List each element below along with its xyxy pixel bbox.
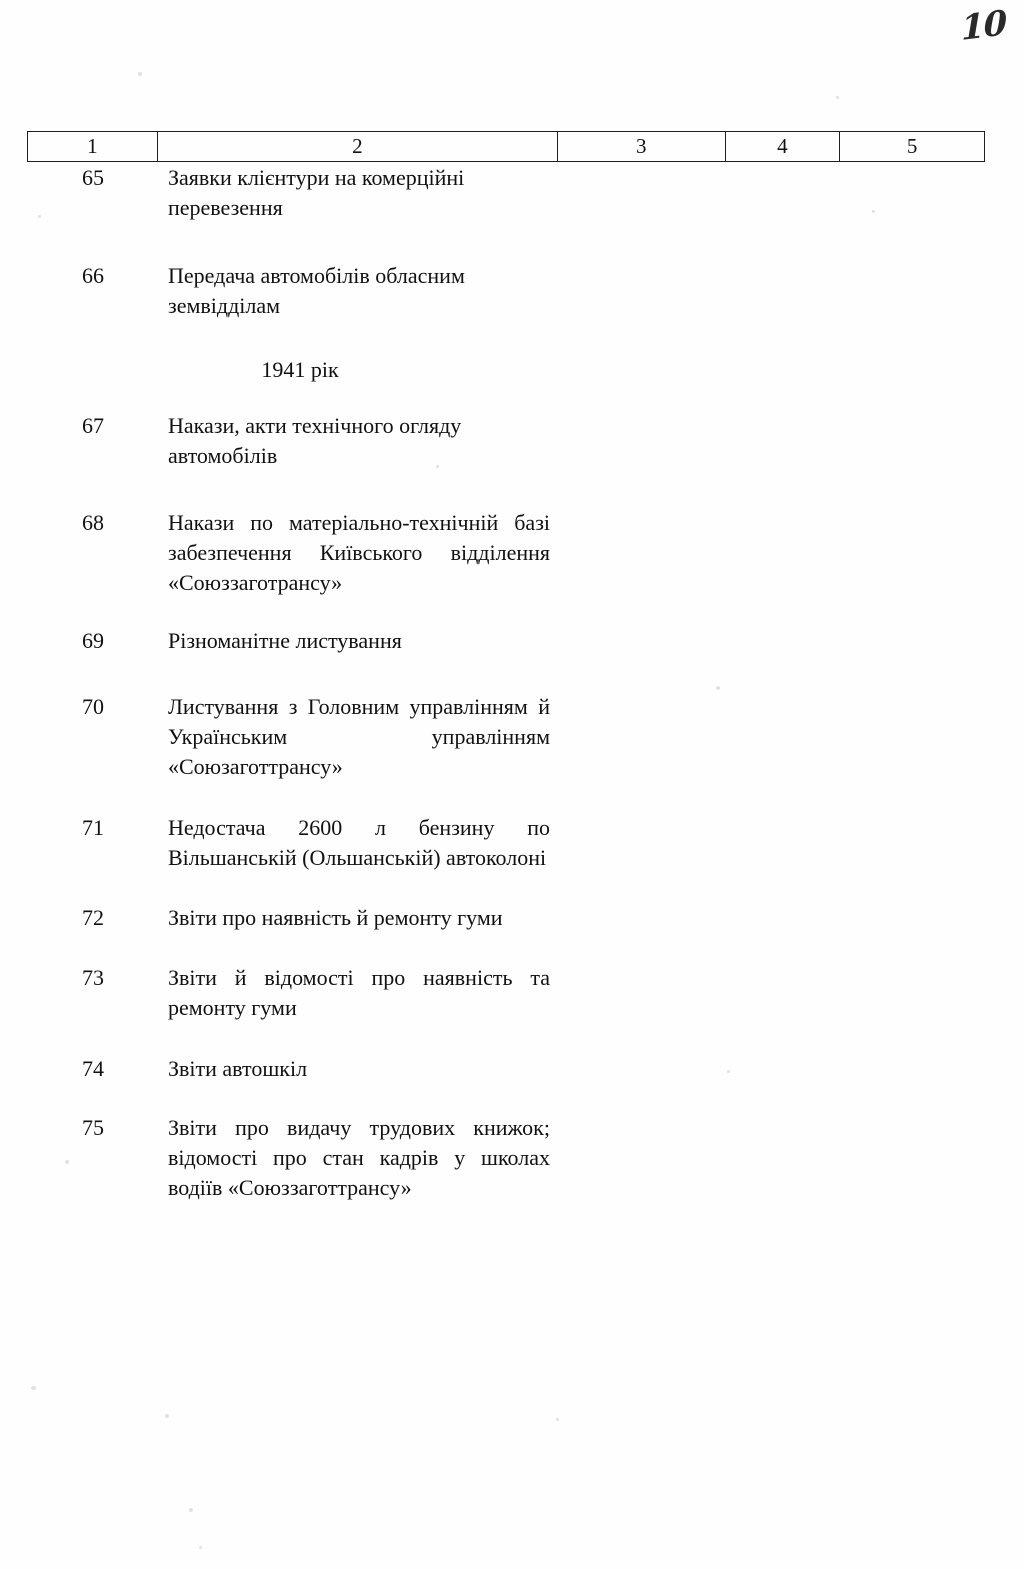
entry-description: Звіти про наявність й ремонту гуми <box>168 905 503 930</box>
inventory-entry <box>0 963 1024 1023</box>
entry-number: 67 <box>82 413 104 438</box>
column-header-cell-3: 3 <box>558 132 726 161</box>
scan-speck <box>138 72 142 76</box>
scan-speck <box>199 1546 202 1549</box>
inventory-entry <box>0 1054 1024 1084</box>
entry-number: 73 <box>82 965 104 990</box>
inventory-entry <box>0 626 1024 656</box>
handwritten-folio-number: 10 <box>960 3 1007 49</box>
entry-description: Листування з Головним управлінням й Українським управлінням «Союзаготтрансу» <box>168 694 550 779</box>
year-section-heading: 1941 рік <box>261 357 339 382</box>
column-header-cell-2: 2 <box>158 132 558 161</box>
inventory-entry <box>0 261 1024 321</box>
entry-description: Різноманітне листування <box>168 628 402 653</box>
entry-description: Накази, акти технічного огляду автомобілів <box>168 413 462 468</box>
entry-number: 74 <box>82 1056 104 1081</box>
entry-description: Звіти й відомості про наявність та ремонту гуми <box>168 965 550 1020</box>
entry-description: Звіти про видачу трудових книжок; відомості про стан кадрів у школах водіїв «Союззаготтрансу» <box>168 1115 550 1200</box>
entry-number: 68 <box>82 510 104 535</box>
column-header-cell-5: 5 <box>906 134 918 158</box>
entry-number: 69 <box>82 628 104 653</box>
entry-number: 71 <box>82 815 104 840</box>
inventory-entry <box>0 903 1024 933</box>
column-header-cell-1: 1 <box>28 132 158 161</box>
column-number-header-row <box>27 131 985 162</box>
entry-number: 70 <box>82 694 104 719</box>
entry-description: Звіти автошкіл <box>168 1056 308 1081</box>
column-header-cell-4: 4 <box>726 132 841 161</box>
inventory-entry <box>0 508 1024 598</box>
scan-speck <box>31 1386 36 1390</box>
scan-speck <box>556 1418 559 1421</box>
entry-description: Передача автомобілів обласним земвідділам <box>168 263 465 318</box>
inventory-entry <box>0 163 1024 223</box>
inventory-entry <box>0 692 1024 782</box>
entry-number: 72 <box>82 905 104 930</box>
entry-number: 65 <box>82 165 104 190</box>
inventory-entry <box>0 813 1024 873</box>
scan-speck <box>165 1414 169 1418</box>
scan-speck <box>836 96 839 99</box>
scan-speck <box>189 1508 193 1512</box>
entry-description: Недостача 2600 л бензину по Вільшанській (Ольшанській) автоколоні <box>168 815 550 870</box>
inventory-entry <box>0 411 1024 471</box>
entry-description: Накази по матеріально-технічній базі забезпечення Київського відділення «Союззаготрансу» <box>168 510 550 595</box>
inventory-entry <box>0 1113 1024 1203</box>
inventory-entry-list <box>0 163 1024 1225</box>
entry-description: Заявки клієнтури на комерційні перевезення <box>168 165 465 220</box>
entry-number: 66 <box>82 263 104 288</box>
entry-number: 75 <box>82 1115 104 1140</box>
